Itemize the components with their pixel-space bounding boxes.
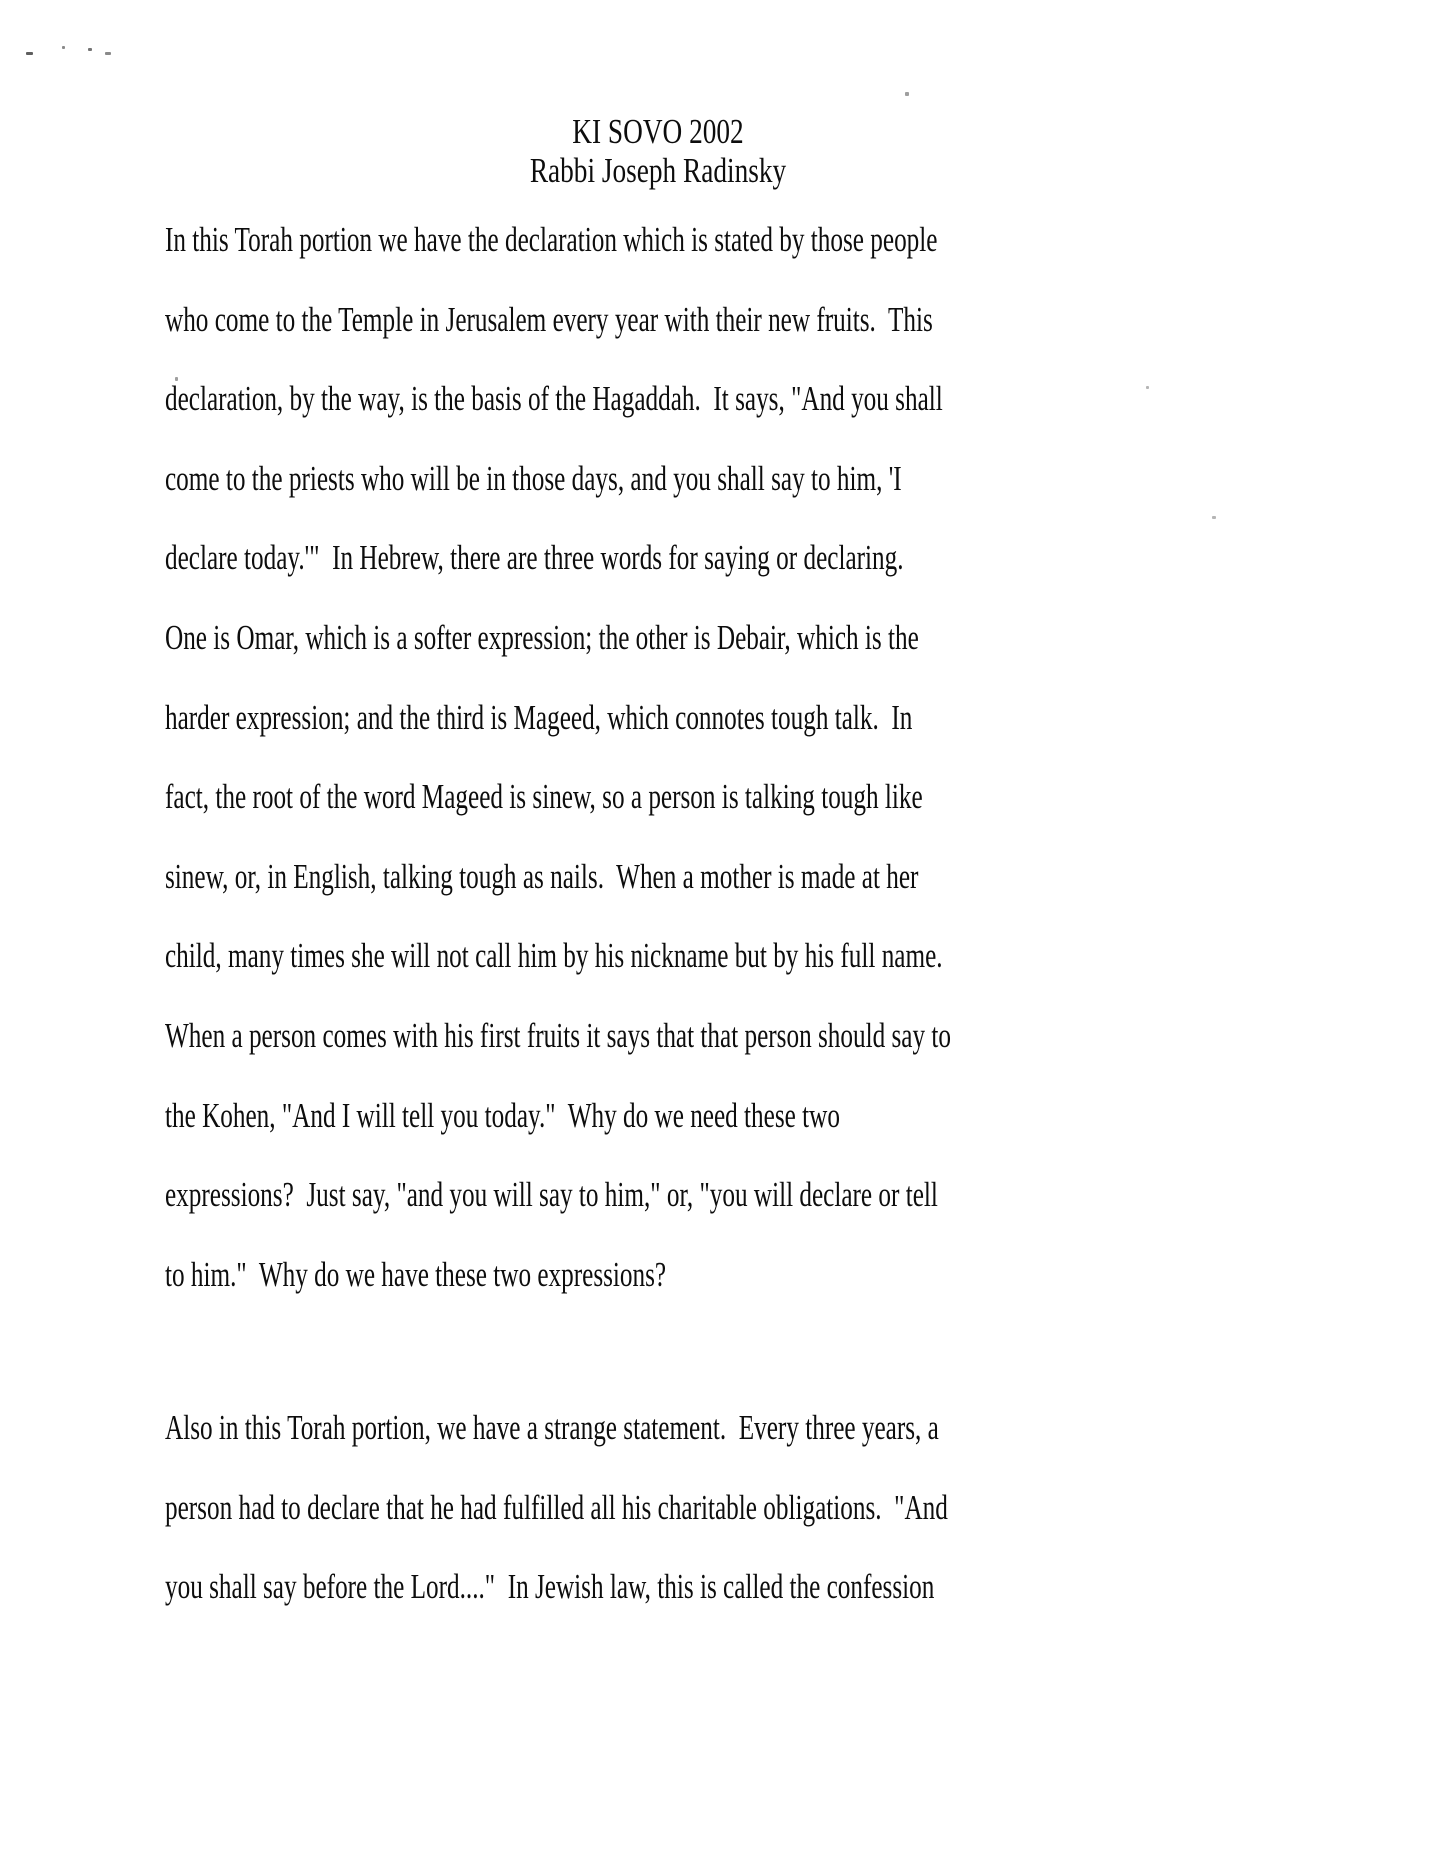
paragraph-2 (165, 1388, 1252, 1627)
text-line: child, many times she will not call him by his nickname but by his full name. (165, 936, 943, 976)
text-line: the Kohen, "And I will tell you today." Why do we need these two (165, 1095, 840, 1135)
text-line: sinew, or, in English, talking tough as nails. When a mother is made at her (165, 856, 919, 896)
text-line: come to the priests who will be in those days, and you shall say to him, 'I (165, 458, 902, 498)
scan-speck (905, 92, 909, 96)
text-line: declare today.'" In Hebrew, there are three words for saying or declaring. (165, 538, 904, 578)
text-line: When a person comes with his first fruits it says that that person should say to (165, 1015, 951, 1055)
document-author: Rabbi Joseph Radinsky (529, 151, 787, 190)
text-line: you shall say before the Lord...." In Jewish law, this is called the confession (165, 1567, 935, 1607)
text-line: declaration, by the way, is the basis of the Hagaddah. It says, "And you shall (165, 379, 943, 419)
text-line: harder expression; and the third is Mageed, which connotes tough talk. In (165, 697, 913, 737)
scan-speck (26, 52, 33, 55)
text-line: One is Omar, which is a softer expression; the other is Debair, which is the (165, 617, 919, 657)
text-line: to him." Why do we have these two expressions? (165, 1254, 667, 1294)
text-line: person had to declare that he had fulfilled all his charitable obligations. "And (165, 1487, 948, 1527)
document-title: KI SOVO 2002 (572, 112, 744, 151)
scan-speck (105, 52, 111, 55)
scan-speck (88, 48, 92, 51)
paragraph-1 (165, 200, 1257, 1314)
text-line: Also in this Torah portion, we have a strange statement. Every three years, a (165, 1408, 939, 1447)
scan-speck (62, 46, 65, 49)
title-block (0, 112, 1316, 190)
text-line: expressions? Just say, "and you will say to him," or, "you will declare or tell (165, 1175, 938, 1215)
text-line: who come to the Temple in Jerusalem every year with their new fruits. This (165, 299, 933, 339)
text-line: fact, the root of the word Mageed is sinew, so a person is talking tough like (165, 777, 923, 817)
text-line: In this Torah portion we have the declaration which is stated by those people (165, 220, 938, 259)
